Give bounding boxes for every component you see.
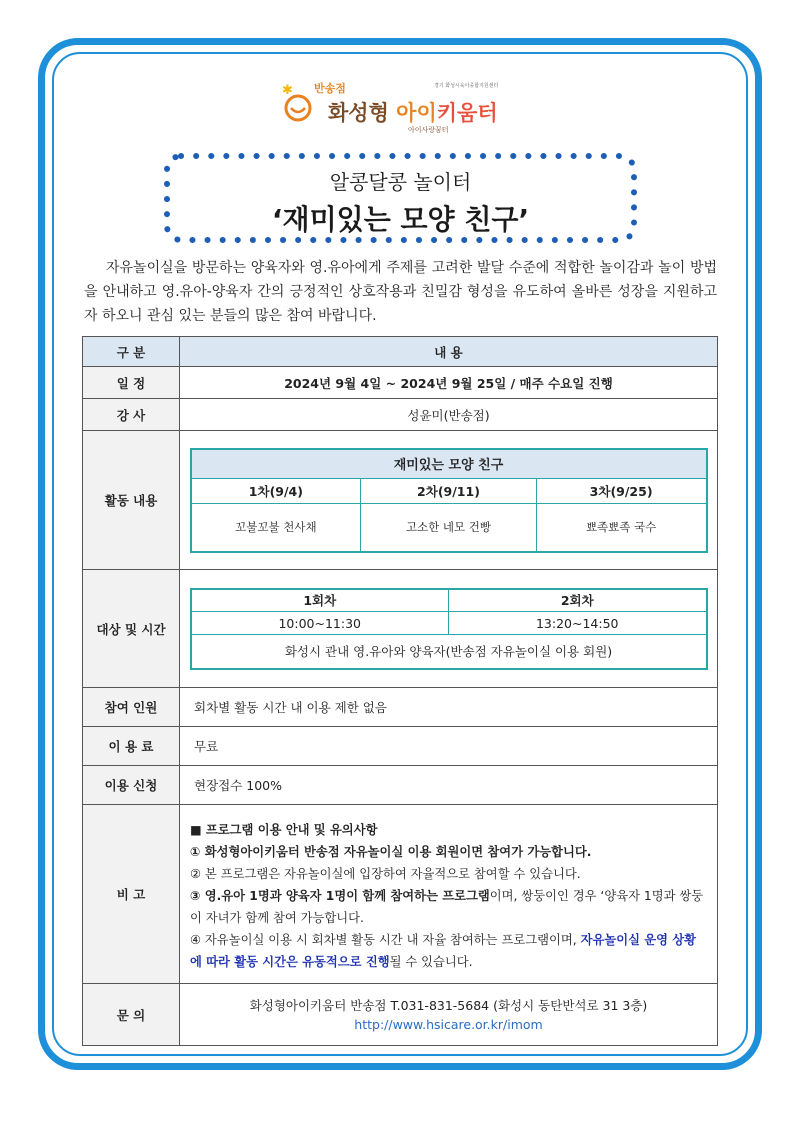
note-4: ④ 자유놀이실 이용 시 회차별 활동 시간 내 자율 참여하는 프로그램이며, 자유놀이실 운영 상황에 따라 활동 시간은 유동적으로 진행될 수 있습니다. <box>190 933 697 969</box>
round-2-item: 고소한 네모 건빵 <box>361 504 536 552</box>
logo-branch-text: 반송점 <box>314 82 346 95</box>
notes-cell <box>180 805 718 984</box>
table-header-row <box>83 337 718 367</box>
contact-cell <box>180 984 718 1046</box>
contact-line: 화성형아이키움터 반송점 T.031-831-5684 (화성시 동탄반석로 31 3층) <box>249 997 648 1013</box>
fee-label: 이 용 료 <box>83 727 180 766</box>
note-2: ② 본 프로그램은 자유놀이실에 입장하여 자율적으로 참여할 수 있습니다. <box>190 867 581 881</box>
target-label: 대상 및 시간 <box>83 570 180 688</box>
apply-label: 이용 신청 <box>83 766 180 805</box>
round-1: 1차(9/4) <box>191 479 361 504</box>
table-row <box>83 805 718 984</box>
activity-label: 활동 내용 <box>83 431 180 570</box>
schedule-label: 일 정 <box>83 367 180 399</box>
logo-tagline: 아이사랑꿈터 <box>408 126 449 134</box>
schedule-value: 2024년 9월 4일 ~ 2024년 9월 25일 / 매주 수요일 진행 <box>180 367 718 399</box>
round-3-item: 뾰족뾰족 국수 <box>536 504 706 552</box>
target-who: 화성시 관내 영.유아와 양육자(반송점 자유놀이실 이용 회원) <box>191 635 707 669</box>
round-1-item: 꼬불꼬불 천사채 <box>191 504 361 552</box>
target-cell <box>180 570 718 688</box>
notes-heading: ■ 프로그램 이용 안내 및 유의사항 <box>190 823 378 837</box>
info-table <box>82 336 718 1046</box>
contact-label: 문 의 <box>83 984 180 1046</box>
center-logo <box>282 80 522 136</box>
round-2: 2차(9/11) <box>361 479 536 504</box>
title-box <box>163 152 638 244</box>
fee-value: 무료 <box>180 727 718 766</box>
svg-text:✱: ✱ <box>282 83 293 98</box>
activity-cell <box>180 431 718 570</box>
table-row <box>83 688 718 727</box>
instructor-value: 성윤미(반송점) <box>180 399 718 431</box>
participants-label: 참여 인원 <box>83 688 180 727</box>
session-2: 2회차 <box>449 589 707 612</box>
session-2-time: 13:20~14:50 <box>449 612 707 635</box>
child-face-logo-icon <box>282 82 314 122</box>
event-title: 알콩달콩 놀이터 <box>329 170 472 194</box>
participants-value: 회차별 활동 시간 내 이용 제한 없음 <box>180 688 718 727</box>
table-row <box>83 766 718 805</box>
session-1: 1회차 <box>191 589 449 612</box>
table-row <box>83 431 718 570</box>
note-1: ① 화성형아이키움터 반송점 자유놀이실 이용 회원이면 참여가 가능합니다. <box>190 845 592 859</box>
table-row <box>83 984 718 1046</box>
note-3: ③ 영.유아 1명과 양육자 1명이 함께 참여하는 프로그램이며, 쌍둥이인 경우 ‘양육자 1명과 쌍둥이 자녀가 함께 참여 가능합니다. <box>190 889 704 925</box>
table-row <box>83 727 718 766</box>
target-table <box>190 588 708 670</box>
table-row <box>83 399 718 431</box>
table-row <box>83 367 718 399</box>
apply-value: 현장접수 100% <box>180 766 718 805</box>
logo-org-text: 경기 화성시육아종합지원센터 <box>434 83 499 89</box>
intro-paragraph: 자유놀이실을 방문하는 양육자와 영.유아에게 주제를 고려한 발달 수준에 적합한 놀이감과 놀이 방법을 안내하고 영.유아-양육자 간의 긍정적인 상호작용과 친밀감 형성을 유도하여 올바른 성장을 지원하고자 하오니 관심 있는 분들의 많은 참여 바랍니다. <box>84 260 717 324</box>
activity-title: 재미있는 모양 친구 <box>191 449 707 479</box>
header-label: 구 분 <box>83 337 180 367</box>
notes-label: 비 고 <box>83 805 180 984</box>
header-content: 내 용 <box>180 337 718 367</box>
contact-link[interactable]: http://www.hsicare.or.kr/imom <box>354 1016 543 1032</box>
session-1-time: 10:00~11:30 <box>191 612 449 635</box>
activity-table <box>190 448 708 553</box>
table-row <box>83 570 718 688</box>
round-3: 3차(9/25) <box>536 479 706 504</box>
instructor-label: 강 사 <box>83 399 180 431</box>
logo-main-text: 화성형 아이키움터 <box>328 101 498 125</box>
event-subtitle: ‘재미있는 모양 친구’ <box>271 203 530 236</box>
